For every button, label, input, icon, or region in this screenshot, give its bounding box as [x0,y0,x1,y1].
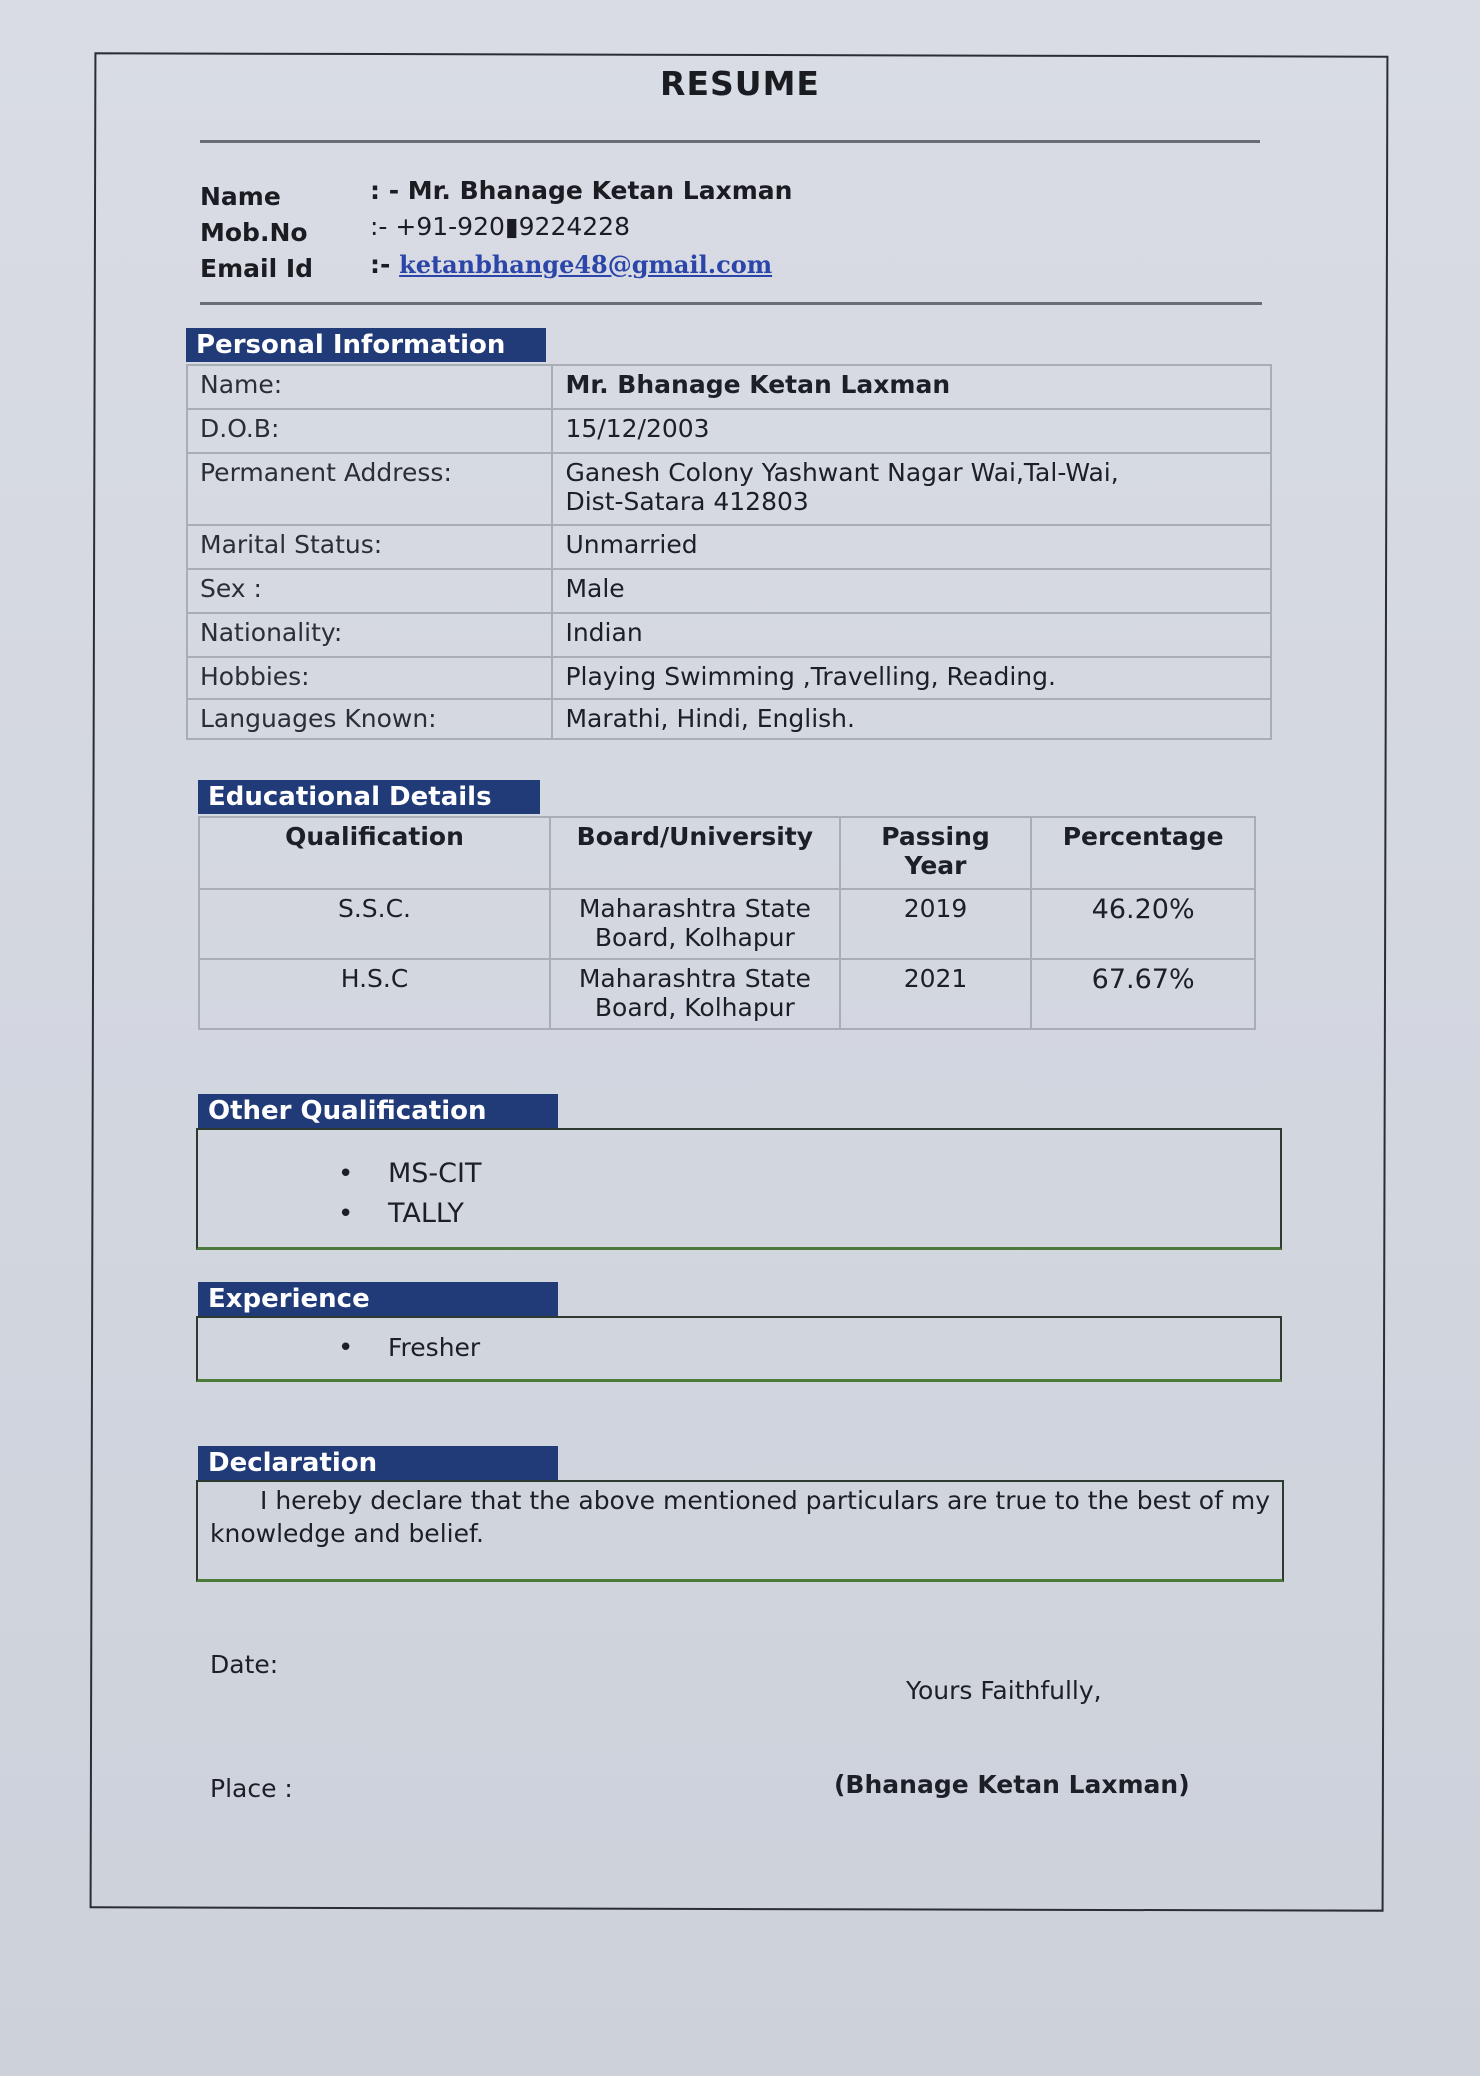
email-label: Email Id [200,254,314,283]
table-row [187,453,1271,525]
col-percentage: Percentage [1031,817,1255,889]
board-line-1: Maharashtra State [578,894,811,923]
resume-title: RESUME [660,64,820,103]
date-label: Date: [210,1650,279,1679]
row-value: 15/12/2003 [552,409,1271,453]
cell-percentage: 46.20% [1031,889,1255,959]
table-row [199,959,1255,1029]
board-line-2: Board, Kolhapur [594,993,795,1022]
education-heading: Educational Details [198,780,540,814]
declaration-heading: Declaration [198,1446,558,1480]
table-row [187,699,1271,739]
row-label: Marital Status: [187,525,552,569]
table-row [187,613,1271,657]
row-label: D.O.B: [187,409,552,453]
table-row [187,365,1271,409]
other-qualification-box [196,1128,1282,1250]
declaration-box [196,1480,1284,1582]
address-line-2: Dist-Satara 412803 [565,487,809,516]
email-prefix: :- [370,250,391,279]
experience-list [338,1328,480,1368]
header-rule-bottom [200,302,1262,305]
row-value [552,453,1271,525]
declaration-text: I hereby declare that the above mentioned particulars are true to the best of my knowledge and belief. [210,1486,1270,1548]
board-line-2: Board, Kolhapur [594,923,795,952]
mob-value: :- +91-920▮9224228 [370,212,630,241]
col-passing-year: Passing Year [840,817,1032,889]
cell-board [550,959,840,1029]
table-row [187,409,1271,453]
list-item: • TALLY [338,1194,482,1234]
row-value: Playing Swimming ,Travelling, Reading. [552,657,1271,699]
cell-year: 2021 [840,959,1032,1029]
col-board: Board/University [550,817,840,889]
row-value: Marathi, Hindi, English. [552,699,1271,739]
education-table [198,816,1256,1030]
row-label: Languages Known: [187,699,552,739]
name-label: Name [200,182,281,211]
experience-heading: Experience [198,1282,558,1316]
mob-label: Mob.No [200,218,308,247]
table-row [187,657,1271,699]
row-label: Hobbies: [187,657,552,699]
closing-text: Yours Faithfully, [906,1676,1102,1705]
row-value: Mr. Bhanage Ketan Laxman [552,365,1271,409]
address-line-1: Ganesh Colony Yashwant Nagar Wai,Tal-Wai, [565,458,1119,487]
cell-percentage: 67.67% [1031,959,1255,1029]
row-label: Nationality: [187,613,552,657]
row-value: Indian [552,613,1271,657]
row-label: Sex : [187,569,552,613]
list-item: • MS-CIT [338,1154,482,1194]
other-qualification-list [338,1154,482,1234]
experience-box [196,1316,1282,1382]
cell-year: 2019 [840,889,1032,959]
table-row [187,569,1271,613]
row-label: Permanent Address: [187,453,552,525]
name-value: : - Mr. Bhanage Ketan Laxman [370,176,793,205]
cell-qualification: H.S.C [199,959,550,1029]
board-line-1: Maharashtra State [578,964,811,993]
table-row [199,889,1255,959]
cell-qualification: S.S.C. [199,889,550,959]
row-label: Name: [187,365,552,409]
email-link[interactable]: ketanbhange48@gmail.com [399,250,773,279]
row-value: Male [552,569,1271,613]
table-row [187,525,1271,569]
table-header-row [199,817,1255,889]
other-qualification-heading: Other Qualification [198,1094,558,1128]
list-item: • Fresher [338,1328,480,1368]
col-qualification: Qualification [199,817,550,889]
signature-name: (Bhanage Ketan Laxman) [834,1770,1190,1799]
personal-info-table [186,364,1272,740]
place-label: Place : [210,1774,293,1803]
row-value: Unmarried [552,525,1271,569]
header-rule-top [200,140,1260,143]
personal-info-heading: Personal Information [186,328,546,362]
cell-board [550,889,840,959]
